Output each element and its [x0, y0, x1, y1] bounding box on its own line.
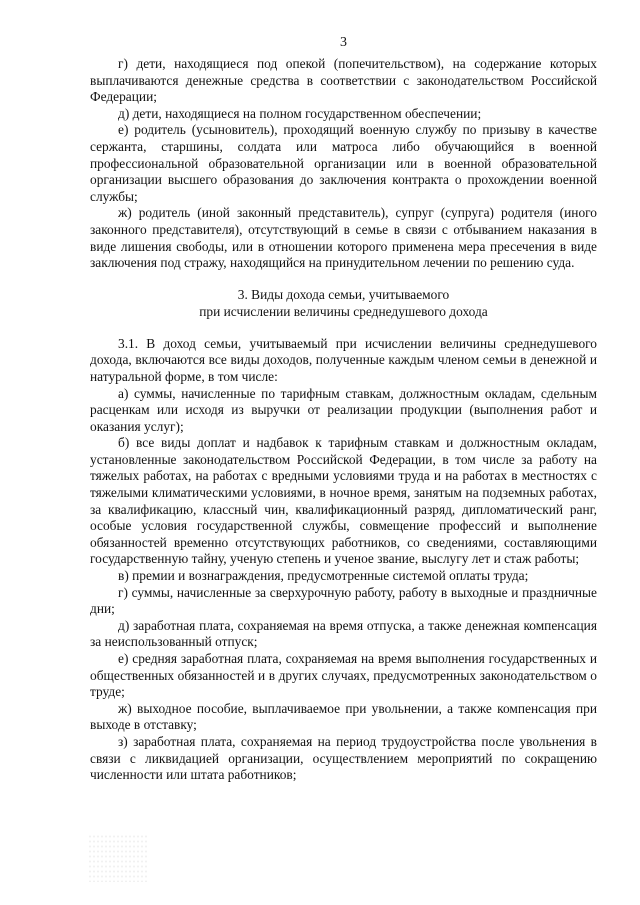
scan-noise-mark — [88, 834, 148, 882]
paragraph-item-e: е) родитель (усыновитель), проходящий военную службу по призыву в качестве сержанта, старшины, солдата или матроса либо обучающийся в военной профессиональной образовательной организации или в военной образовательной организации высшего образования до заключения контракта о прохождении военной службы; — [90, 122, 597, 204]
paragraph-item-g: г) дети, находящиеся под опекой (попечительством), на содержание которых выплачиваются денежные средства в соответствии с законодательством Российской Федерации; — [90, 56, 597, 105]
paragraph-income-z: з) заработная плата, сохраняемая на период трудоустройства после увольнения в связи с ликвидацией организации, осуществлением мероприятий по сокращению численности или штата работников; — [90, 733, 597, 783]
paragraph-item-zh: ж) родитель (иной законный представитель), супруг (супруга) родителя (иного законного представителя), отсутствующий в семье в связи с отбыванием наказания в виде лишения свободы, или в отношении которого применена мера пресечения в виде заключения под стражу, находящийся на принудительном лечении по решению суда. — [90, 205, 597, 271]
paragraph-3-1: 3.1. В доход семьи, учитываемый при исчислении величины среднедушевого дохода, включаются все виды доходов, полученные каждым членом семьи в денежной и натуральной форме, в том числе: — [90, 335, 597, 384]
paragraph-income-e: е) средняя заработная плата, сохраняемая на время выполнения государственных и общественных обязанностей и в других случаях, предусмотренных законодательством о труде; — [90, 651, 597, 700]
paragraph-income-a: а) суммы, начисленные по тарифным ставкам, должностным окладам, сдельным расценкам или исходя из выручки от реализации продукции (выполнения работ и оказания услуг); — [90, 385, 597, 434]
paragraph-item-d: д) дети, находящиеся на полном государственном обеспечении; — [118, 105, 482, 121]
paragraph-income-b: б) все виды доплат и надбавок к тарифным ставкам и должностным окладам, установленные законодательством Российской Федерации, в том числе за работу на тяжелых работах, на работах с вредными условиями труда и на работах в местностях с тяжелыми климатическими условиями, в ночное время, занятым на подземных работах, за квалификацию, классный чин, квалификационный разряд, дипломатический ранг, особые условия государственной службы, совмещение профессий и выполнение обязанностей временно отсутствующих работников, со сведениями, составляющими государственную тайну, ученую степень и ученое звание, выслугу лет и стаж работы; — [90, 435, 597, 567]
document-page — [90, 34, 597, 884]
paragraph-income-g: г) суммы, начисленные за сверхурочную работу, работу в выходные и праздничные дни; — [90, 584, 597, 617]
paragraph-income-d: д) заработная плата, сохраняемая на время отпуска, а также денежная компенсация за неиспользованный отпуск; — [90, 617, 597, 650]
paragraph-income-zh: ж) выходное пособие, выплачиваемое при увольнении, а также компенсация при выходе в отставку; — [90, 700, 597, 733]
paragraph-income-v: в) премии и вознаграждения, предусмотренные системой оплаты труда; — [118, 568, 529, 584]
section-heading-line1: 3. Виды дохода семьи, учитываемого — [237, 286, 450, 302]
section-heading-line2: при исчислении величины среднедушевого дохода — [199, 303, 488, 319]
page-number: 3 — [340, 35, 347, 50]
section-heading — [90, 286, 597, 320]
